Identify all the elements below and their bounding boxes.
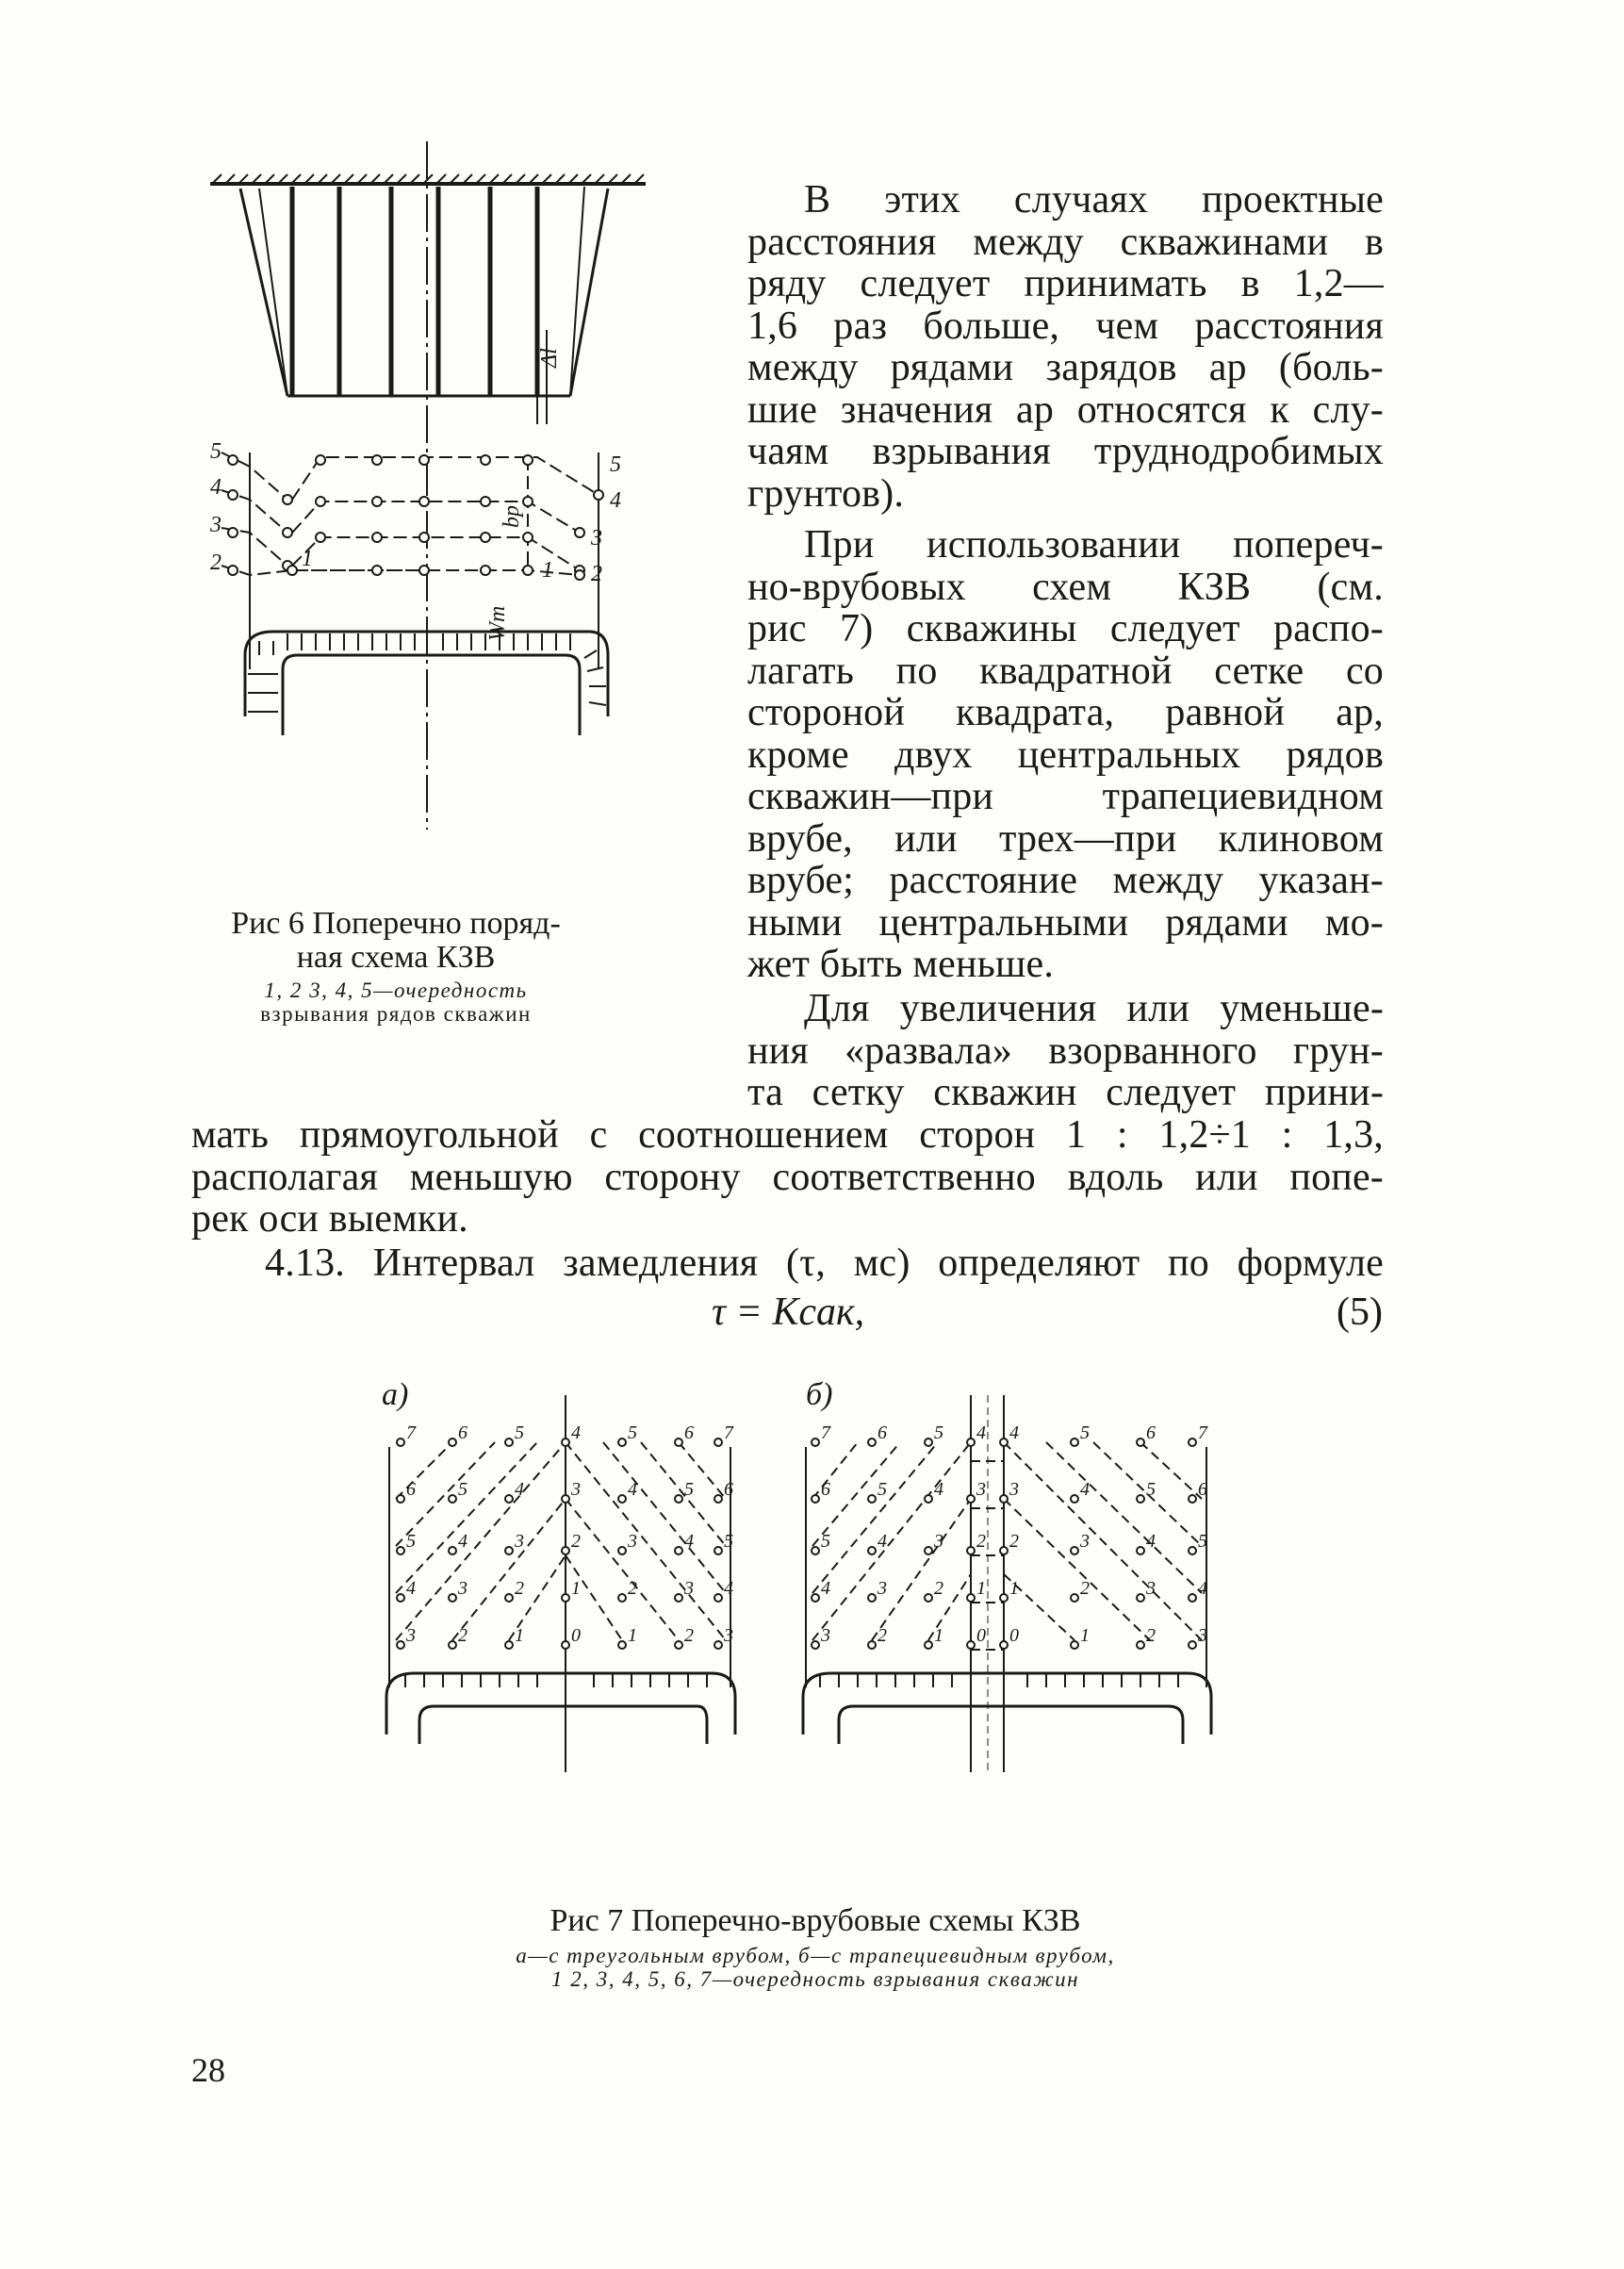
fig7a-hole [618, 1439, 626, 1446]
fig7b-hole [1189, 1594, 1196, 1602]
fig7b-order-label: 7 [821, 1422, 830, 1443]
fig7b-hole [812, 1594, 819, 1602]
fig7b-hole [1000, 1641, 1008, 1649]
fig7a-hole [397, 1641, 404, 1649]
para2-line-6: кроме двух центральных рядов [747, 732, 1384, 777]
fig7a-hole [505, 1495, 513, 1503]
fig7b-hole [1071, 1547, 1078, 1554]
fig6-delta-l-label: Δl [537, 348, 562, 368]
fig7b-hole [812, 1547, 819, 1554]
figure-6-caption-title-2: ная схема КЗВ [296, 940, 496, 975]
para1-line-5: между рядами зарядов aр (боль- [747, 346, 1384, 389]
fig7a-hole [618, 1641, 626, 1649]
para2-line-9: врубе; расстояние между указан- [747, 859, 1384, 902]
para1-line-4: 1,6 раз больше, чем расстояния [747, 304, 1384, 348]
fig7a-hole [449, 1547, 456, 1554]
fig7a-hole [449, 1439, 456, 1446]
fig7a-hole [397, 1547, 404, 1554]
fig7a-order-label: 7 [724, 1422, 733, 1443]
figure-7-caption-legend-2: 1 2, 3, 4, 5, 6, 7—очередность взрывания скважин [550, 1967, 1079, 1991]
fig7b-hole [967, 1439, 975, 1446]
fig7b-hole [812, 1439, 819, 1446]
fig7b-order-label: 6 [821, 1479, 830, 1500]
fig6-row-label-left-3: 3 [210, 513, 221, 537]
fig6-row-label-left-2: 2 [210, 551, 221, 575]
para1-line-8: грунтов). [747, 471, 905, 516]
fig7b-order-label: 4 [976, 1422, 986, 1443]
fig7a-order-label: 2 [571, 1531, 581, 1552]
fig6-row-label-left-4: 4 [210, 475, 221, 500]
fig7a-order-label: 1 [515, 1625, 524, 1646]
fig7b-order-label: 2 [1009, 1531, 1019, 1552]
fig7-panel-a-label: а) [382, 1377, 409, 1412]
fig7a-order-label: 4 [724, 1578, 733, 1599]
fig7a-order-label: 2 [458, 1625, 468, 1646]
fig7b-order-label: 4 [1198, 1578, 1207, 1599]
figure-6-caption-legend-1: 1, 2 3, 4, 5—очередность [264, 978, 528, 1002]
fig7b-hole [868, 1594, 876, 1602]
fig7a-hole [714, 1641, 722, 1649]
fig7a-hole [714, 1547, 722, 1554]
fig7a-hole [449, 1495, 456, 1503]
fig7b-hole [812, 1495, 819, 1503]
fig6-row-label-right-3: 3 [591, 526, 602, 551]
fig7a-order-label: 3 [571, 1479, 581, 1500]
para3-line-2: ния «развала» взорванного грун- [747, 1028, 1384, 1073]
fig7b-order-label: 3 [934, 1531, 943, 1552]
figure-7-caption-legend-1: а—с треугольным врубом, б—с трапециевидным врубом, [516, 1944, 1115, 1967]
para2-line-8: врубе, или трех—при клиновом [747, 816, 1384, 861]
fig7a-order-label: 4 [458, 1531, 468, 1552]
fig7b-hole [812, 1641, 819, 1649]
fig7b-hole [1000, 1439, 1008, 1446]
fig7b-hole [1071, 1495, 1078, 1503]
fig7a-hole [562, 1495, 569, 1503]
fig7b-order-label: 0 [1009, 1625, 1019, 1646]
fig7b-hole [1189, 1495, 1196, 1503]
figure-6-drawing [203, 141, 674, 839]
figure-7-drawing [377, 1367, 1225, 1857]
fig7b-order-label: 3 [821, 1625, 830, 1646]
para2-line-11: жет быть меньше. [747, 943, 1055, 986]
formula: τ = Kсaк, [712, 1291, 865, 1334]
fig7b-hole [1189, 1547, 1196, 1554]
fig7b-order-label: 1 [1080, 1625, 1090, 1646]
fig7a-hole [505, 1594, 513, 1602]
fig7b-order-label: 5 [821, 1531, 830, 1552]
fig7a-order-label: 4 [571, 1422, 581, 1443]
fig7b-order-label: 6 [878, 1422, 887, 1443]
fig7b-order-label: 6 [1146, 1422, 1156, 1443]
fig7a-order-label: 4 [684, 1531, 694, 1552]
fig6-row-label-left-5: 5 [210, 439, 221, 464]
fig7b-order-label: 2 [976, 1531, 986, 1552]
fig7b-hole [1189, 1641, 1196, 1649]
fig7a-hole [397, 1495, 404, 1503]
fig7a-order-label: 5 [684, 1479, 694, 1500]
para2-line-3: рис 7) скважины следует распо- [747, 607, 1384, 650]
para3-line-5: располагая меньшую сторону соответственно вдоль или попе- [191, 1155, 1384, 1199]
fig7b-order-label: 1 [976, 1578, 986, 1599]
fig7a-order-label: 1 [571, 1578, 581, 1599]
fig7b-order-label: 3 [1009, 1479, 1019, 1500]
fig7a-order-label: 6 [406, 1479, 416, 1500]
fig7b-hole [1071, 1641, 1078, 1649]
fig7a-hole [714, 1495, 722, 1503]
fig7a-hole [714, 1594, 722, 1602]
fig7b-order-label: 7 [1198, 1422, 1207, 1443]
fig7a-hole [675, 1594, 682, 1602]
paragraph-3-wide [191, 1114, 1384, 1241]
fig7b-hole [967, 1547, 975, 1554]
fig7b-hole [967, 1641, 975, 1649]
fig6-bp-label: bр [500, 505, 524, 528]
fig7b-hole [967, 1594, 975, 1602]
para2-line-10: ными центральными рядами мо- [747, 900, 1384, 945]
fig7a-hole [618, 1594, 626, 1602]
formula-number: (5) [1337, 1291, 1383, 1334]
fig7a-hole [449, 1594, 456, 1602]
fig7a-hole [449, 1641, 456, 1649]
fig7b-hole [868, 1547, 876, 1554]
fig7b-hole [1189, 1439, 1196, 1446]
fig7b-hole [1137, 1594, 1144, 1602]
fig7a-hole [618, 1495, 626, 1503]
fig7a-order-label: 2 [684, 1625, 694, 1646]
figure-6-caption-title-1: Рис 6 Поперечно поряд- [231, 906, 561, 941]
fig7a-order-label: 5 [458, 1479, 468, 1500]
fig7a-hole [714, 1439, 722, 1446]
para2-line-7: скважин—при трапециевидном [747, 775, 1384, 818]
fig7b-order-label: 6 [1198, 1479, 1207, 1500]
fig7a-order-label: 3 [406, 1625, 416, 1646]
fig7a-order-label: 0 [571, 1625, 581, 1646]
fig7a-hole [675, 1439, 682, 1446]
fig6-row-label-right-5: 5 [610, 452, 621, 477]
para3-line-6: рек оси выемки. [191, 1197, 468, 1241]
fig7b-hole [1137, 1547, 1144, 1554]
fig7a-hole [562, 1547, 569, 1554]
fig7b-hole [1071, 1594, 1078, 1602]
para3-line-3: та сетку скважин следует прини- [747, 1071, 1384, 1114]
fig7b-order-label: 4 [1009, 1422, 1019, 1443]
fig7a-order-label: 2 [628, 1578, 637, 1599]
fig7b-hole [925, 1547, 932, 1554]
fig7a-order-label: 7 [406, 1422, 416, 1443]
fig7b-hole [925, 1495, 932, 1503]
fig7a-order-label: 5 [515, 1422, 524, 1443]
page-number: 28 [191, 2051, 225, 2089]
para1-line-1: В этих случаях проектные [804, 178, 1384, 222]
fig7b-order-label: 2 [878, 1625, 887, 1646]
fig7-panel-b-label: б) [806, 1377, 833, 1412]
fig7b-order-label: 5 [1198, 1531, 1207, 1552]
fig6-row-label-right-2: 2 [591, 562, 602, 586]
fig7a-hole [675, 1641, 682, 1649]
fig7b-order-label: 4 [1080, 1479, 1090, 1500]
fig7b-order-label: 4 [878, 1531, 887, 1552]
fig7b-order-label: 3 [1198, 1625, 1207, 1646]
fig7b-order-label: 4 [821, 1578, 830, 1599]
fig6-row-label-right-1: 1 [542, 558, 553, 583]
para1-line-7: чаям взрывания труднодробимых [747, 430, 1384, 473]
fig7b-hole [925, 1439, 932, 1446]
fig7b-order-label: 5 [1146, 1479, 1156, 1500]
paragraph-4 [191, 1242, 1384, 1285]
figure-7-caption [320, 1904, 1310, 1991]
fig7b-hole [1137, 1495, 1144, 1503]
fig7b-order-label: 2 [1146, 1625, 1156, 1646]
fig7a-hole [505, 1547, 513, 1554]
fig7a-order-label: 3 [458, 1578, 468, 1599]
fig7b-hole [925, 1594, 932, 1602]
fig7a-order-label: 5 [628, 1422, 637, 1443]
fig7a-order-label: 5 [406, 1531, 416, 1552]
fig6-row-label-left-1: 1 [302, 547, 313, 571]
fig7b-order-label: 2 [934, 1578, 943, 1599]
fig7b-order-label: 3 [976, 1479, 986, 1500]
fig7a-hole [675, 1495, 682, 1503]
paragraph-2 [747, 524, 1384, 986]
fig7a-order-label: 5 [724, 1531, 733, 1552]
fig7a-order-label: 2 [515, 1578, 524, 1599]
fig7a-order-label: 6 [684, 1422, 694, 1443]
para2-line-1: При использовании попереч- [804, 523, 1384, 567]
fig7a-order-label: 3 [684, 1578, 694, 1599]
para2-line-2: но-врубовых схем КЗВ (см. [747, 565, 1384, 609]
fig7b-order-label: 1 [934, 1625, 943, 1646]
fig7b-order-label: 5 [934, 1422, 943, 1443]
fig7b-order-label: 5 [878, 1479, 887, 1500]
fig7a-order-label: 4 [406, 1578, 416, 1599]
fig7a-order-label: 4 [628, 1479, 637, 1500]
paragraph-3-narrow [747, 988, 1384, 1114]
figure-7 [377, 1367, 1225, 1857]
fig7b-hole [1137, 1641, 1144, 1649]
paragraph-1 [747, 179, 1384, 515]
fig7a-hole [505, 1641, 513, 1649]
figure-6-caption [179, 907, 613, 1026]
fig7a-hole [618, 1547, 626, 1554]
para3-line-4: мать прямоугольной с соотношением сторон 1 : 1,2÷1 : 1,3, [191, 1113, 1384, 1157]
fig7a-order-label: 4 [515, 1479, 524, 1500]
fig7b-hole [1137, 1439, 1144, 1446]
fig7b-hole [868, 1495, 876, 1503]
fig7a-hole [562, 1641, 569, 1649]
para4-line-1: 4.13. Интервал замедления (τ, мс) определяют по формуле [265, 1241, 1384, 1285]
fig7b-hole [1000, 1495, 1008, 1503]
fig7b-hole [868, 1641, 876, 1649]
fig7a-hole [505, 1439, 513, 1446]
fig7a-hole [397, 1439, 404, 1446]
fig7a-order-label: 6 [458, 1422, 468, 1443]
figure-6 [203, 141, 674, 839]
fig7b-order-label: 3 [1080, 1531, 1090, 1552]
fig7b-hole [925, 1641, 932, 1649]
para3-line-1: Для увеличения или уменьше- [804, 987, 1384, 1030]
fig7b-hole [1000, 1594, 1008, 1602]
fig7a-order-label: 3 [515, 1531, 524, 1552]
fig7b-order-label: 2 [1080, 1578, 1090, 1599]
para1-line-3: ряду следует принимать в 1,2— [747, 262, 1384, 305]
fig7b-order-label: 1 [1009, 1578, 1019, 1599]
fig7a-order-label: 6 [724, 1479, 733, 1500]
fig7a-order-label: 3 [724, 1625, 733, 1646]
para2-line-4: лагать по квадратной сетке со [747, 649, 1384, 693]
fig7b-order-label: 4 [934, 1479, 943, 1500]
fig7a-hole [562, 1439, 569, 1446]
fig7b-order-label: 5 [1080, 1422, 1090, 1443]
fig7b-order-label: 3 [1146, 1578, 1156, 1599]
fig7a-hole [397, 1594, 404, 1602]
figure-7-caption-title: Рис 7 Поперечно-врубовые схемы КЗВ [550, 1903, 1081, 1938]
fig6-wm-label: Wm [485, 605, 510, 641]
fig7a-hole [562, 1594, 569, 1602]
figure-6-caption-legend-2: взрывания рядов скважин [260, 1002, 532, 1026]
fig7b-hole [1000, 1547, 1008, 1554]
fig7a-order-label: 1 [628, 1625, 637, 1646]
para1-line-2: расстояния между скважинами в [747, 220, 1384, 264]
fig7b-hole [1071, 1439, 1078, 1446]
fig7a-order-label: 3 [628, 1531, 637, 1552]
fig6-row-label-right-4: 4 [610, 488, 621, 513]
fig7b-order-label: 4 [1146, 1531, 1156, 1552]
fig7b-hole [967, 1495, 975, 1503]
para2-line-5: стороной квадрата, равной aр, [747, 691, 1384, 734]
fig7b-order-label: 3 [878, 1578, 887, 1599]
fig7b-order-label: 0 [976, 1625, 986, 1646]
fig7b-hole [868, 1439, 876, 1446]
para1-line-6: шие значения aр относятся к слу- [747, 387, 1384, 432]
fig7a-hole [675, 1547, 682, 1554]
